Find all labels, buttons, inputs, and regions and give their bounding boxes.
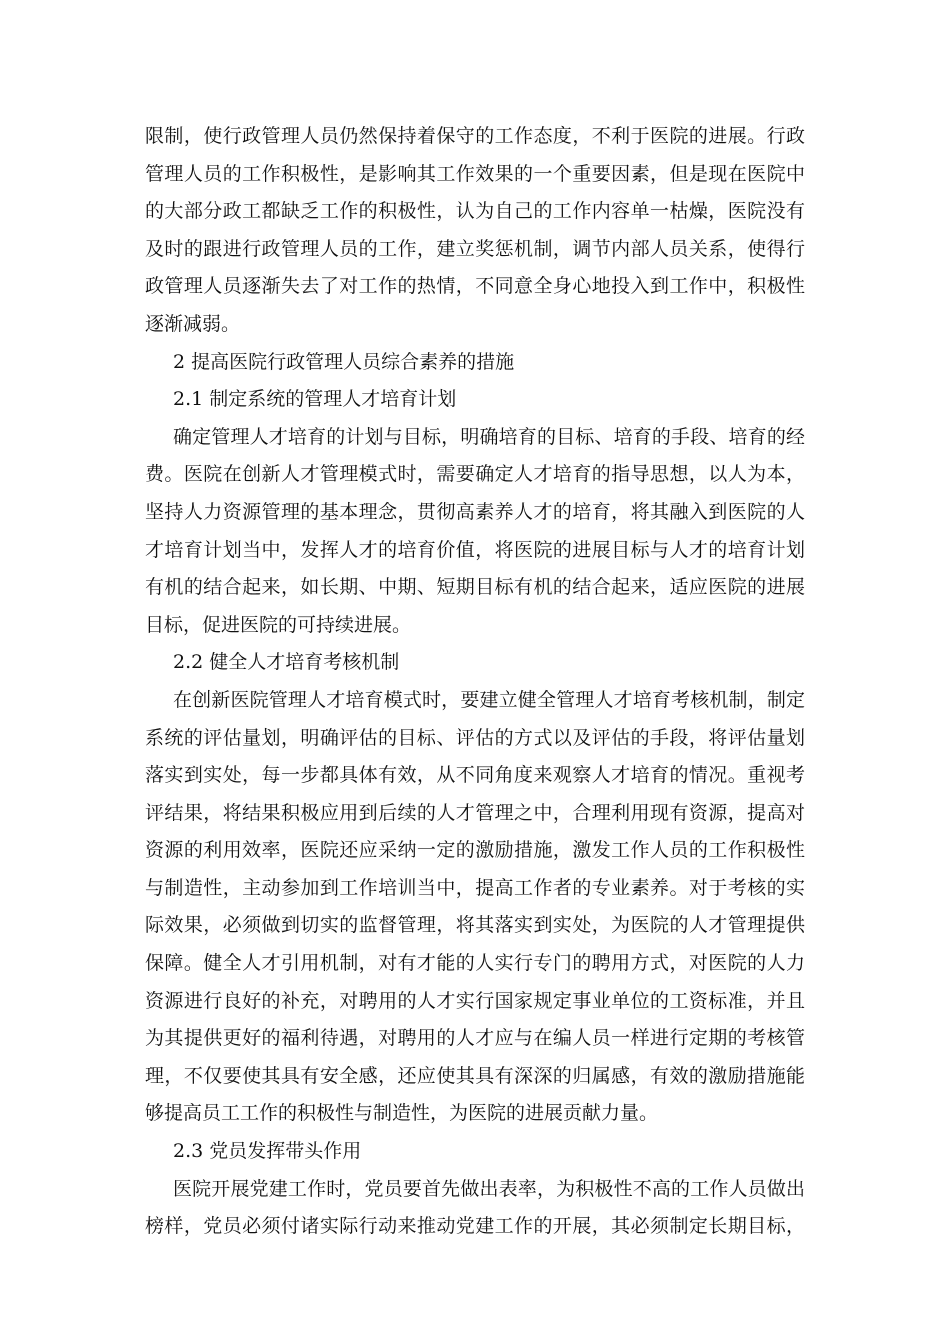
text-line: 保障。健全人才引用机制，对有才能的人实行专门的聘用方式，对医院的人力	[145, 952, 805, 975]
text-line: 政管理人员逐渐失去了对工作的热情，不同意全身心地投入到工作中，积极性	[145, 275, 805, 298]
text-line: 榜样，党员必须付诸实际行动来推动党建工作的开展，其必须制定长期目标，	[145, 1215, 805, 1238]
body-paragraph	[145, 1171, 805, 1246]
document-body	[145, 118, 805, 1246]
text-line: 坚持人力资源管理的基本理念，贯彻高素养人才的培育，将其融入到医院的人	[145, 500, 805, 523]
text-line: 确定管理人才培育的计划与目标，明确培育的目标、培育的手段、培育的经	[173, 425, 805, 448]
text-line: 落实到实处，每一步都具体有效，从不同角度来观察人才培育的情况。重视考	[145, 764, 805, 787]
text-line: 资源进行良好的补充，对聘用的人才实行国家规定事业单位的工资标准，并且	[145, 989, 805, 1012]
text-line: 目标，促进医院的可持续进展。	[145, 613, 412, 636]
body-paragraph	[145, 118, 805, 344]
text-line: 在创新医院管理人才培育模式时，要建立健全管理人才培育考核机制，制定	[173, 688, 805, 711]
body-paragraph	[145, 682, 805, 1133]
section-heading: 2.2 健全人才培育考核机制	[173, 651, 400, 674]
text-line: 管理人员的工作积极性，是影响其工作效果的一个重要因素，但是现在医院中	[145, 162, 805, 185]
section-heading: 2.3 党员发挥带头作用	[173, 1140, 362, 1163]
text-line: 医院开展党建工作时，党员要首先做出表率，为积极性不高的工作人员做出	[173, 1177, 805, 1200]
text-line: 为其提供更好的福利待遇，对聘用的人才应与在编人员一样进行定期的考核管	[145, 1027, 805, 1050]
text-line: 有机的结合起来，如长期、中期、短期目标有机的结合起来，适应医院的进展	[145, 576, 805, 599]
text-line: 限制，使行政管理人员仍然保持着保守的工作态度，不利于医院的进展。行政	[145, 125, 805, 147]
text-line: 系统的评估量划，明确评估的目标、评估的方式以及评估的手段，将评估量划	[145, 726, 805, 749]
text-line: 及时的跟进行政管理人员的工作，建立奖惩机制，调节内部人员关系，使得行	[145, 237, 805, 260]
section-heading: 2 提高医院行政管理人员综合素养的措施	[173, 350, 515, 373]
body-paragraph	[145, 419, 805, 645]
text-line: 资源的利用效率，医院还应采纳一定的激励措施，激发工作人员的工作积极性	[145, 839, 805, 862]
text-line: 的大部分政工都缺乏工作的积极性，认为自己的工作内容单一枯燥，医院没有	[145, 200, 805, 223]
text-line: 评结果，将结果积极应用到后续的人才管理之中，合理利用现有资源，提高对	[145, 801, 805, 824]
text-line: 逐渐减弱。	[145, 312, 241, 335]
text-line: 理，不仅要使其具有安全感，还应使其具有深深的归属感，有效的激励措施能	[145, 1064, 805, 1087]
text-line: 际效果，必须做到切实的监督管理，将其落实到实处，为医院的人才管理提供	[145, 914, 805, 937]
text-line: 与制造性，主动参加到工作培训当中，提高工作者的专业素养。对于考核的实	[145, 876, 805, 899]
text-line: 才培育计划当中，发挥人才的培育价值，将医院的进展目标与人才的培育计划	[145, 538, 805, 561]
section-heading: 2.1 制定系统的管理人才培育计划	[173, 388, 457, 411]
text-line: 够提高员工工作的积极性与制造性，为医院的进展贡献力量。	[145, 1102, 659, 1125]
text-line: 费。医院在创新人才管理模式时，需要确定人才培育的指导思想，以人为本，	[145, 463, 805, 486]
